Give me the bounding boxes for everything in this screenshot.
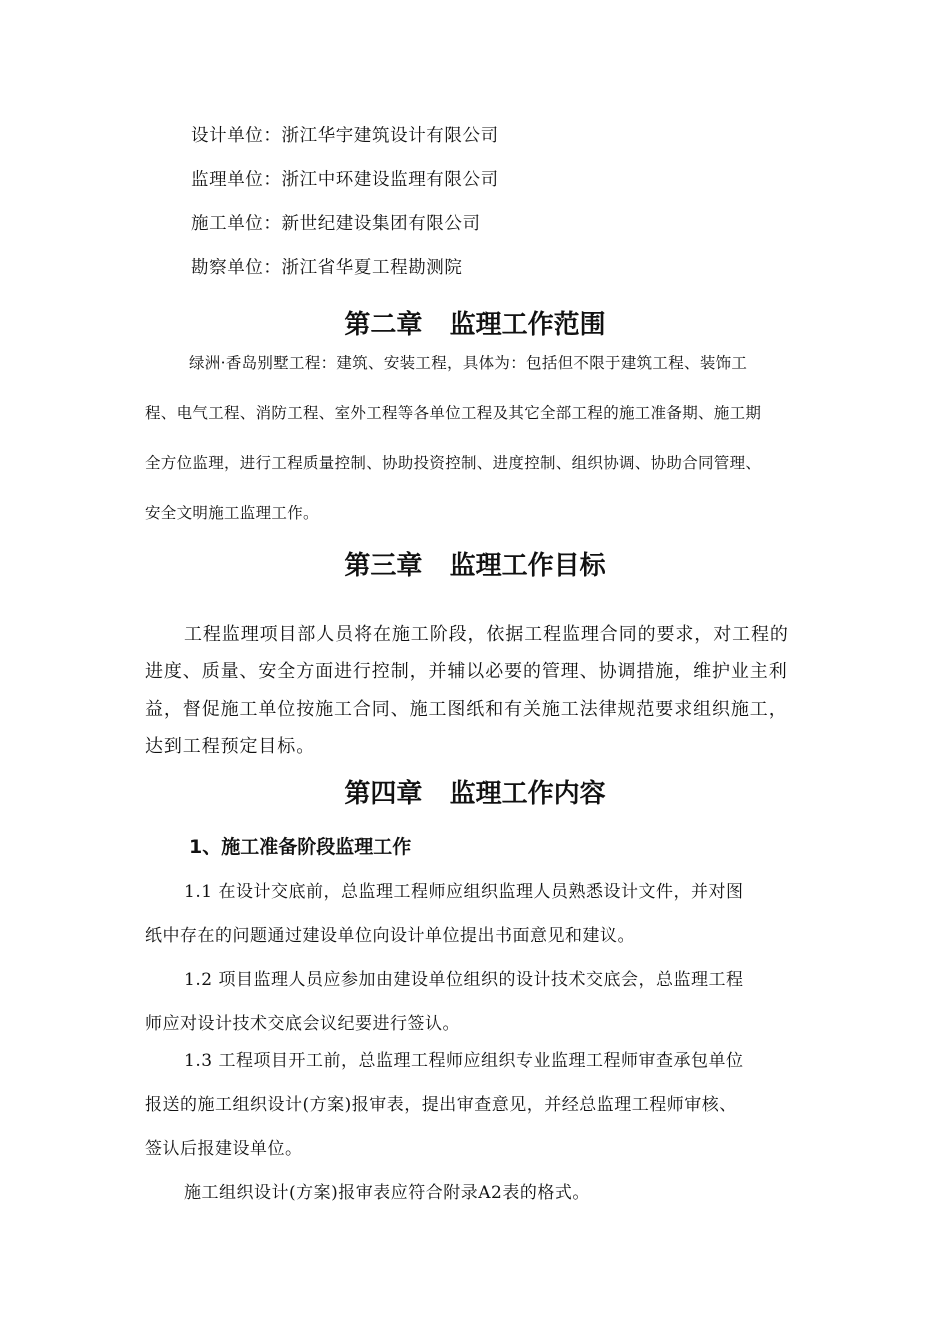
chapter-3-paragraph-line: 进度、质量、安全方面进行控制，并辅以必要的管理、协调措施，维护业主利 [145,661,788,682]
chapter-4-paragraph-line: 报送的施工组织设计(方案)报审表，提出审查意见，并经总监理工程师审核、 [145,1095,737,1115]
chapter-4-paragraph-line: 施工组织设计(方案)报审表应符合附录A2表的格式。 [184,1183,590,1203]
chapter-3-paragraph-line: 达到工程预定目标。 [145,736,316,757]
chapter-2-heading: 第二章 监理工作范围 [344,310,606,340]
supervision-unit-line: 监理单位：浙江中环建设监理有限公司 [191,170,499,190]
chapter-4-paragraph-line: 1.2 项目监理人员应参加由建设单位组织的设计技术交底会，总监理工程 [184,970,744,990]
chapter-2-paragraph-line: 程、电气工程、消防工程、室外工程等各单位工程及其它全部工程的施工准备期、施工期 [145,404,762,422]
chapter-4-heading: 第四章 监理工作内容 [344,779,606,809]
design-unit-line: 设计单位：浙江华宇建筑设计有限公司 [191,126,499,146]
chapter-4-paragraph-line: 师应对设计技术交底会议纪要进行签认。 [145,1014,460,1034]
chapter-3-paragraph-line: 工程监理项目部人员将在施工阶段，依据工程监理合同的要求，对工程的 [184,624,789,645]
survey-unit-line: 勘察单位：浙江省华夏工程勘测院 [191,258,463,278]
chapter-2-paragraph-line: 绿洲·香岛别墅工程：建筑、安装工程，具体为：包括但不限于建筑工程、装饰工 [189,354,748,372]
section-1-heading: 1、施工准备阶段监理工作 [189,836,412,858]
chapter-4-paragraph-line: 1.3 工程项目开工前，总监理工程师应组织专业监理工程师审查承包单位 [184,1051,744,1071]
chapter-4-paragraph-line: 签认后报建设单位。 [145,1139,303,1159]
construction-unit-line: 施工单位：新世纪建设集团有限公司 [191,214,481,234]
chapter-4-paragraph-line: 纸中存在的问题通过建设单位向设计单位提出书面意见和建议。 [145,926,635,946]
chapter-4-paragraph-line: 1.1 在设计交底前，总监理工程师应组织监理人员熟悉设计文件，并对图 [184,882,744,902]
chapter-3-heading: 第三章 监理工作目标 [344,551,606,581]
chapter-2-paragraph-line: 安全文明施工监理工作。 [145,504,319,522]
chapter-2-paragraph-line: 全方位监理，进行工程质量控制、协助投资控制、进度控制、组织协调、协助合同管理、 [145,454,762,472]
chapter-3-paragraph-line: 益，督促施工单位按施工合同、施工图纸和有关施工法律规范要求组织施工， [145,699,788,720]
